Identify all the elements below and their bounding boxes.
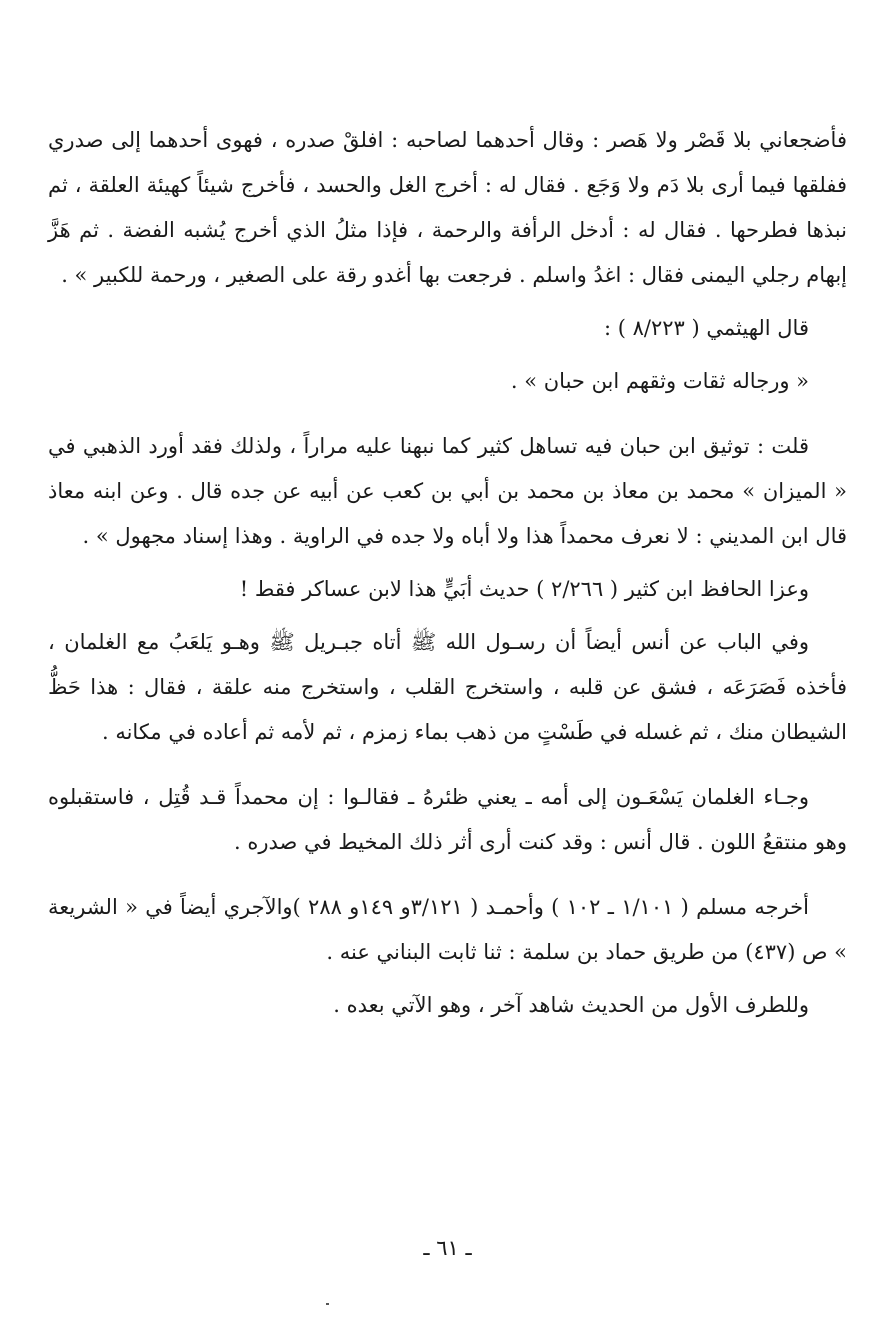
paragraph-haythami-citation: قال الهيثمي ( ٨/٢٢٣ ) :: [604, 316, 809, 340]
page-number: ـ ٦١ ـ: [423, 1236, 472, 1260]
paragraph-hadith-continuation: فأضجعاني بلا قَصْر ولا هَصر : وقال أحدهما لصاحبه : افلقْ صدره ، فهوى أحدهما إلى صدري ففلقها فيما أرى بلا دَم ولا وَجَع . فقال له : أخرج الغل والحسد ، فأخرج شيئاً كهيئة العلقة ، ثم نبذها فطرحها . فقال له : أدخل الرأفة والرحمة ، فإذا مثلُ الذي أخرج يُشبه الفضة . ثم هَزَّ إبهام رجلي اليمنى فقال : اغدُ واسلم . فرجعت بها أغدو رقة على الصغير ، ورحمة للكبير » .: [48, 128, 847, 287]
paragraph-ibn-kathir-attribution: وعزا الحافظ ابن كثير ( ٢/٢٦٦ ) حديث أبَيٍّ هذا لابن عساكر فقط !: [239, 577, 809, 601]
scan-speck: [326, 1303, 329, 1305]
paragraph-haythami-quote: « ورجاله ثقات وثقهم ابن حبان » .: [510, 369, 809, 393]
paragraph-anas-narration: وفي الباب عن أنس أيضاً أن رسـول الله ﷺ أتاه جبـريل ﷺ وهـو يَلعَبُ مع الغلمان ، فأخذه فَصَرَعَه ، فشق عن قلبه ، واستخرج القلب ، واستخرج منه علقة ، فقال : هذا حَظُّ الشيطان منك ، ثم غسله في طَسْتٍ من ذهب بماء زمزم ، ثم لأمه ثم أعاده في مكانه .: [48, 630, 847, 744]
paragraph-boys-narration: وجـاء الغلمان يَسْعَـون إلى أمه ـ يعني ظئرهُ ـ فقالـوا : إن محمداً قـد قُتِل ، فاستقبلوه وهو منتقعُ اللون . قال أنس : وقد كنت أرى أثر ذلك المخيط في صدره .: [48, 785, 847, 854]
paragraph-takhrij: أخرجه مسلم ( ١/١٠١ ـ ١٠٢ ) وأحمـد ( ٣/١٢١و ١٤٩و ٢٨٨ )والآجري أيضاً في « الشريعة » ص (٤٣٧) من طريق حماد بن سلمة : ثنا ثابت البناني عنه .: [48, 895, 847, 964]
page-body: [48, 118, 847, 1028]
paragraph-author-comment: قلت : توثيق ابن حبان فيه تساهل كثير كما نبهنا عليه مراراً ، ولذلك فقد أورد الذهبي في « الميزان » محمد بن معاذ بن محمد بن أبي بن كعب عن أبيه عن جده قال . وعن ابنه معاذ قال ابن المديني : لا نعرف محمداً هذا ولا أباه ولا جده في الراوية . وهذا إسناد مجهول » .: [48, 434, 847, 548]
paragraph-supporting-witness: وللطرف الأول من الحديث شاهد آخر ، وهو الآتي بعده .: [333, 993, 809, 1017]
